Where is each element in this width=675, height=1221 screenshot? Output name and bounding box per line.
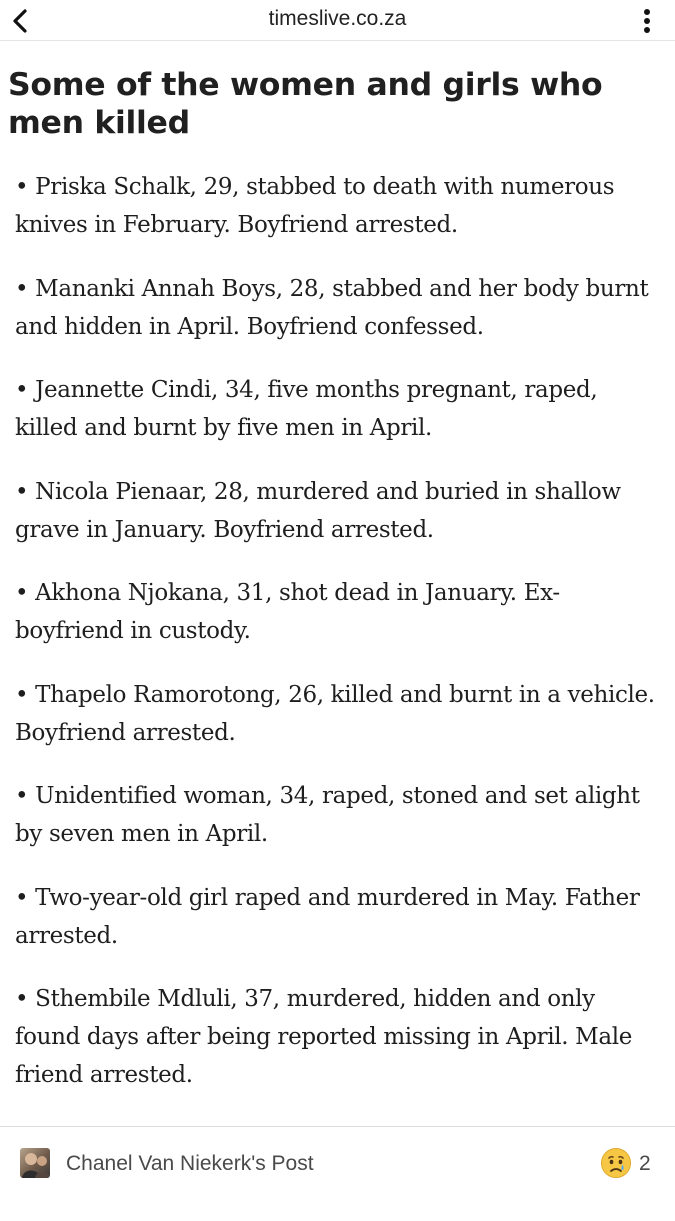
page-domain[interactable]: timeslive.co.za xyxy=(268,7,407,30)
list-item: • Sthembile Mdluli, 37, murdered, hidden and only found days after being reported missing in April. Male friend arrested. xyxy=(15,986,632,1088)
browser-top-bar xyxy=(0,0,675,41)
post-title[interactable]: Chanel Van Niekerk's Post xyxy=(66,1152,314,1175)
list-item: • Two-year-old girl raped and murdered in May. Father arrested. xyxy=(15,884,640,949)
list-item: • Unidentified woman, 34, raped, stoned and set alight by seven men in April. xyxy=(15,783,640,847)
post-footer-bar[interactable] xyxy=(0,1126,675,1201)
more-vertical-icon xyxy=(642,8,652,34)
article-title: Some of the women and girls who men killed xyxy=(8,67,603,141)
reaction-button[interactable] xyxy=(600,1147,632,1179)
list-item: • Mananki Annah Boys, 28, stabbed and her body burnt and hidden in April. Boyfriend confessed. xyxy=(15,275,649,340)
list-item: • Jeannette Cindi, 34, five months pregnant, raped, killed and burnt by five men in April. xyxy=(15,377,598,441)
avatar[interactable] xyxy=(20,1148,50,1178)
sad-face-icon xyxy=(600,1147,632,1179)
list-item: • Thapelo Ramorotong, 26, killed and burnt in a vehicle. Boyfriend arrested. xyxy=(15,681,655,746)
list-item: • Akhona Njokana, 31, shot dead in January. Ex-boyfriend in custody. xyxy=(15,580,560,644)
more-options-button[interactable] xyxy=(633,6,661,36)
list-item: • Priska Schalk, 29, stabbed to death with numerous knives in February. Boyfriend arrested. xyxy=(15,174,615,238)
profile-photo-icon xyxy=(20,1148,50,1178)
reaction-count: 2 xyxy=(639,1152,651,1175)
list-item: • Nicola Pienaar, 28, murdered and buried in shallow grave in January. Boyfriend arrested. xyxy=(15,478,621,543)
article-body xyxy=(15,168,665,1221)
